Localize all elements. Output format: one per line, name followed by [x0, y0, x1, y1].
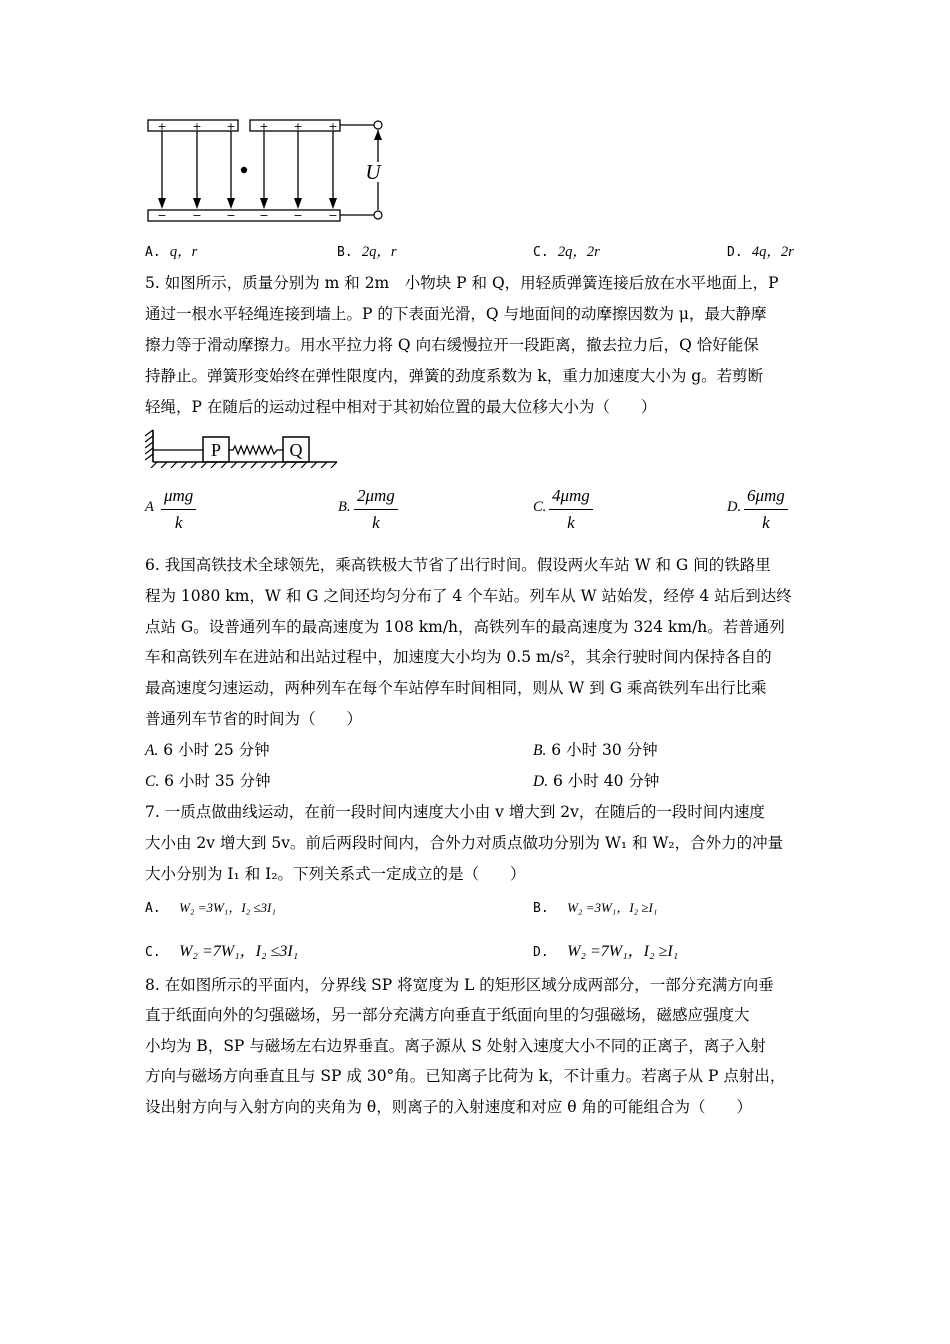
q7-option-c[interactable]: C. W₂ =7W₁，I₂ ≤3I₁ [145, 943, 299, 960]
minus-sign: − [259, 209, 269, 222]
q7-line: 大小由 2v 增大到 5v。前后两段时间内，合外力对质点做功分别为 W₁ 和 W₂，合外力的冲量 [145, 834, 784, 852]
q4-option-a[interactable]: A. q，r [145, 244, 198, 260]
plus-sign: + [328, 120, 338, 133]
q5-line: 轻绳，P 在随后的运动过程中相对于其初始位置的最大位移大小为（ ） [145, 398, 657, 416]
q6-option-d[interactable]: D. 6 小时 40 分钟 [533, 772, 660, 790]
minus-sign: − [328, 209, 338, 222]
q8-line: 8. 在如图所示的平面内，分界线 SP 将宽度为 L 的矩形区域分成两部分，一部分充满方向垂 [145, 976, 774, 994]
q5-line: 5. 如图所示，质量分别为 m 和 2m 小物块 P 和 Q，用轻质弹簧连接后放在水平地面上，P [145, 274, 779, 292]
minus-sign: − [192, 209, 202, 222]
voltage-label: U [365, 160, 381, 184]
block-q-label: Q [289, 440, 303, 460]
q6-option-a[interactable]: A. 6 小时 25 分钟 [145, 741, 270, 759]
minus-sign: − [293, 209, 303, 222]
field-lines [162, 131, 333, 202]
spring [229, 446, 283, 454]
q4-option-b[interactable]: B. 2q，r [337, 244, 397, 260]
plus-sign: + [157, 120, 167, 133]
q6-option-c[interactable]: C. 6 小时 35 分钟 [145, 772, 271, 790]
particle-dot [241, 167, 247, 173]
plus-sign: + [259, 120, 269, 133]
plus-sign: + [226, 120, 236, 133]
q6-line: 最高速度匀速运动，两种列车在每个车站停车时间相同，则从 W 到 G 乘高铁列车出行比乘 [145, 679, 767, 697]
bottom-plate [148, 210, 340, 221]
plus-sign: + [293, 120, 303, 133]
q5-line: 持静止。弹簧形变始终在弹性限度内，弹簧的劲度系数为 k，重力加速度大小为 g。若剪断 [145, 367, 764, 385]
q5-option-a-label[interactable]: A [145, 499, 154, 515]
q6-option-b[interactable]: B. 6 小时 30 分钟 [533, 741, 658, 759]
q4-option-c[interactable]: C. 2q，2r [533, 244, 600, 260]
q5-option-c-label[interactable]: C. [533, 499, 547, 515]
q6-line: 车和高铁列车在进站和出站过程中，加速度大小均为 0.5 m/s²，其余行驶时间内保持各自的 [145, 648, 772, 666]
spring-blocks-figure [145, 428, 345, 468]
q8-line: 直于纸面向外的匀强磁场，另一部分充满方向垂直于纸面向里的匀强磁场，磁感应强度大 [145, 1006, 750, 1024]
q8-line: 方向与磁场方向垂直且与 SP 成 30°角。已知离子比荷为 k，不计重力。若离子从 P 点射出， [145, 1067, 786, 1085]
q6-line: 点站 G。设普通列车的最高速度为 108 km/h，高铁列车的最高速度为 324 km/h。若普通列 [145, 618, 785, 636]
q6-line: 普通列车节省的时间为（ ） [145, 710, 363, 728]
q5-option-b-label[interactable]: B. [338, 499, 351, 515]
q5-option-c-fraction: 4μmg k [549, 486, 593, 533]
q7-option-a[interactable]: A. W₂ =3W₁，I₂ ≤3I₁ [145, 900, 276, 916]
q4-option-d[interactable]: D. 4q，2r [727, 244, 794, 260]
q5-line: 通过一根水平轻绳连接到墙上。P 的下表面光滑，Q 与地面间的动摩擦因数为 μ，最大静摩 [145, 305, 767, 323]
minus-sign: − [226, 209, 236, 222]
q5-option-d-label[interactable]: D. [727, 499, 742, 515]
q5-option-b-fraction: 2μmg k [354, 486, 398, 533]
block-p-label: P [210, 440, 222, 460]
q5-option-d-fraction: 6μmg k [744, 486, 788, 533]
q6-line: 程为 1080 km，W 和 G 之间还均匀分布了 4 个车站。列车从 W 站始发，经停 4 站后到达终 [145, 587, 792, 605]
q6-line: 6. 我国高铁技术全球领先，乘高铁极大节省了出行时间。假设两火车站 W 和 G 间的铁路里 [145, 556, 771, 574]
q5-option-a-fraction: μmg k [161, 486, 196, 533]
q7-option-d[interactable]: D. W₂ =7W₁，I₂ ≥I₁ [533, 943, 679, 960]
q8-line: 小均为 B，SP 与磁场左右边界垂直。离子源从 S 处射入速度大小不同的正离子，离子入射 [145, 1037, 766, 1055]
capacitor-figure [140, 112, 390, 227]
minus-sign: − [157, 209, 167, 222]
q7-option-b[interactable]: B. W₂ =3W₁，I₂ ≥I₁ [533, 900, 658, 916]
plus-sign: + [192, 120, 202, 133]
q5-line: 擦力等于滑动摩擦力。用水平拉力将 Q 向右缓慢拉开一段距离，撤去拉力后，Q 恰好能保 [145, 336, 759, 354]
q7-line: 7. 一质点做曲线运动，在前一段时间内速度大小由 v 增大到 2v，在随后的一段时间内速度 [145, 803, 765, 821]
q7-line: 大小分别为 I₁ 和 I₂。下列关系式一定成立的是（ ） [145, 865, 526, 883]
q8-line: 设出射方向与入射方向的夹角为 θ，则离子的入射速度和对应 θ 角的可能组合为（ ） [145, 1098, 752, 1116]
